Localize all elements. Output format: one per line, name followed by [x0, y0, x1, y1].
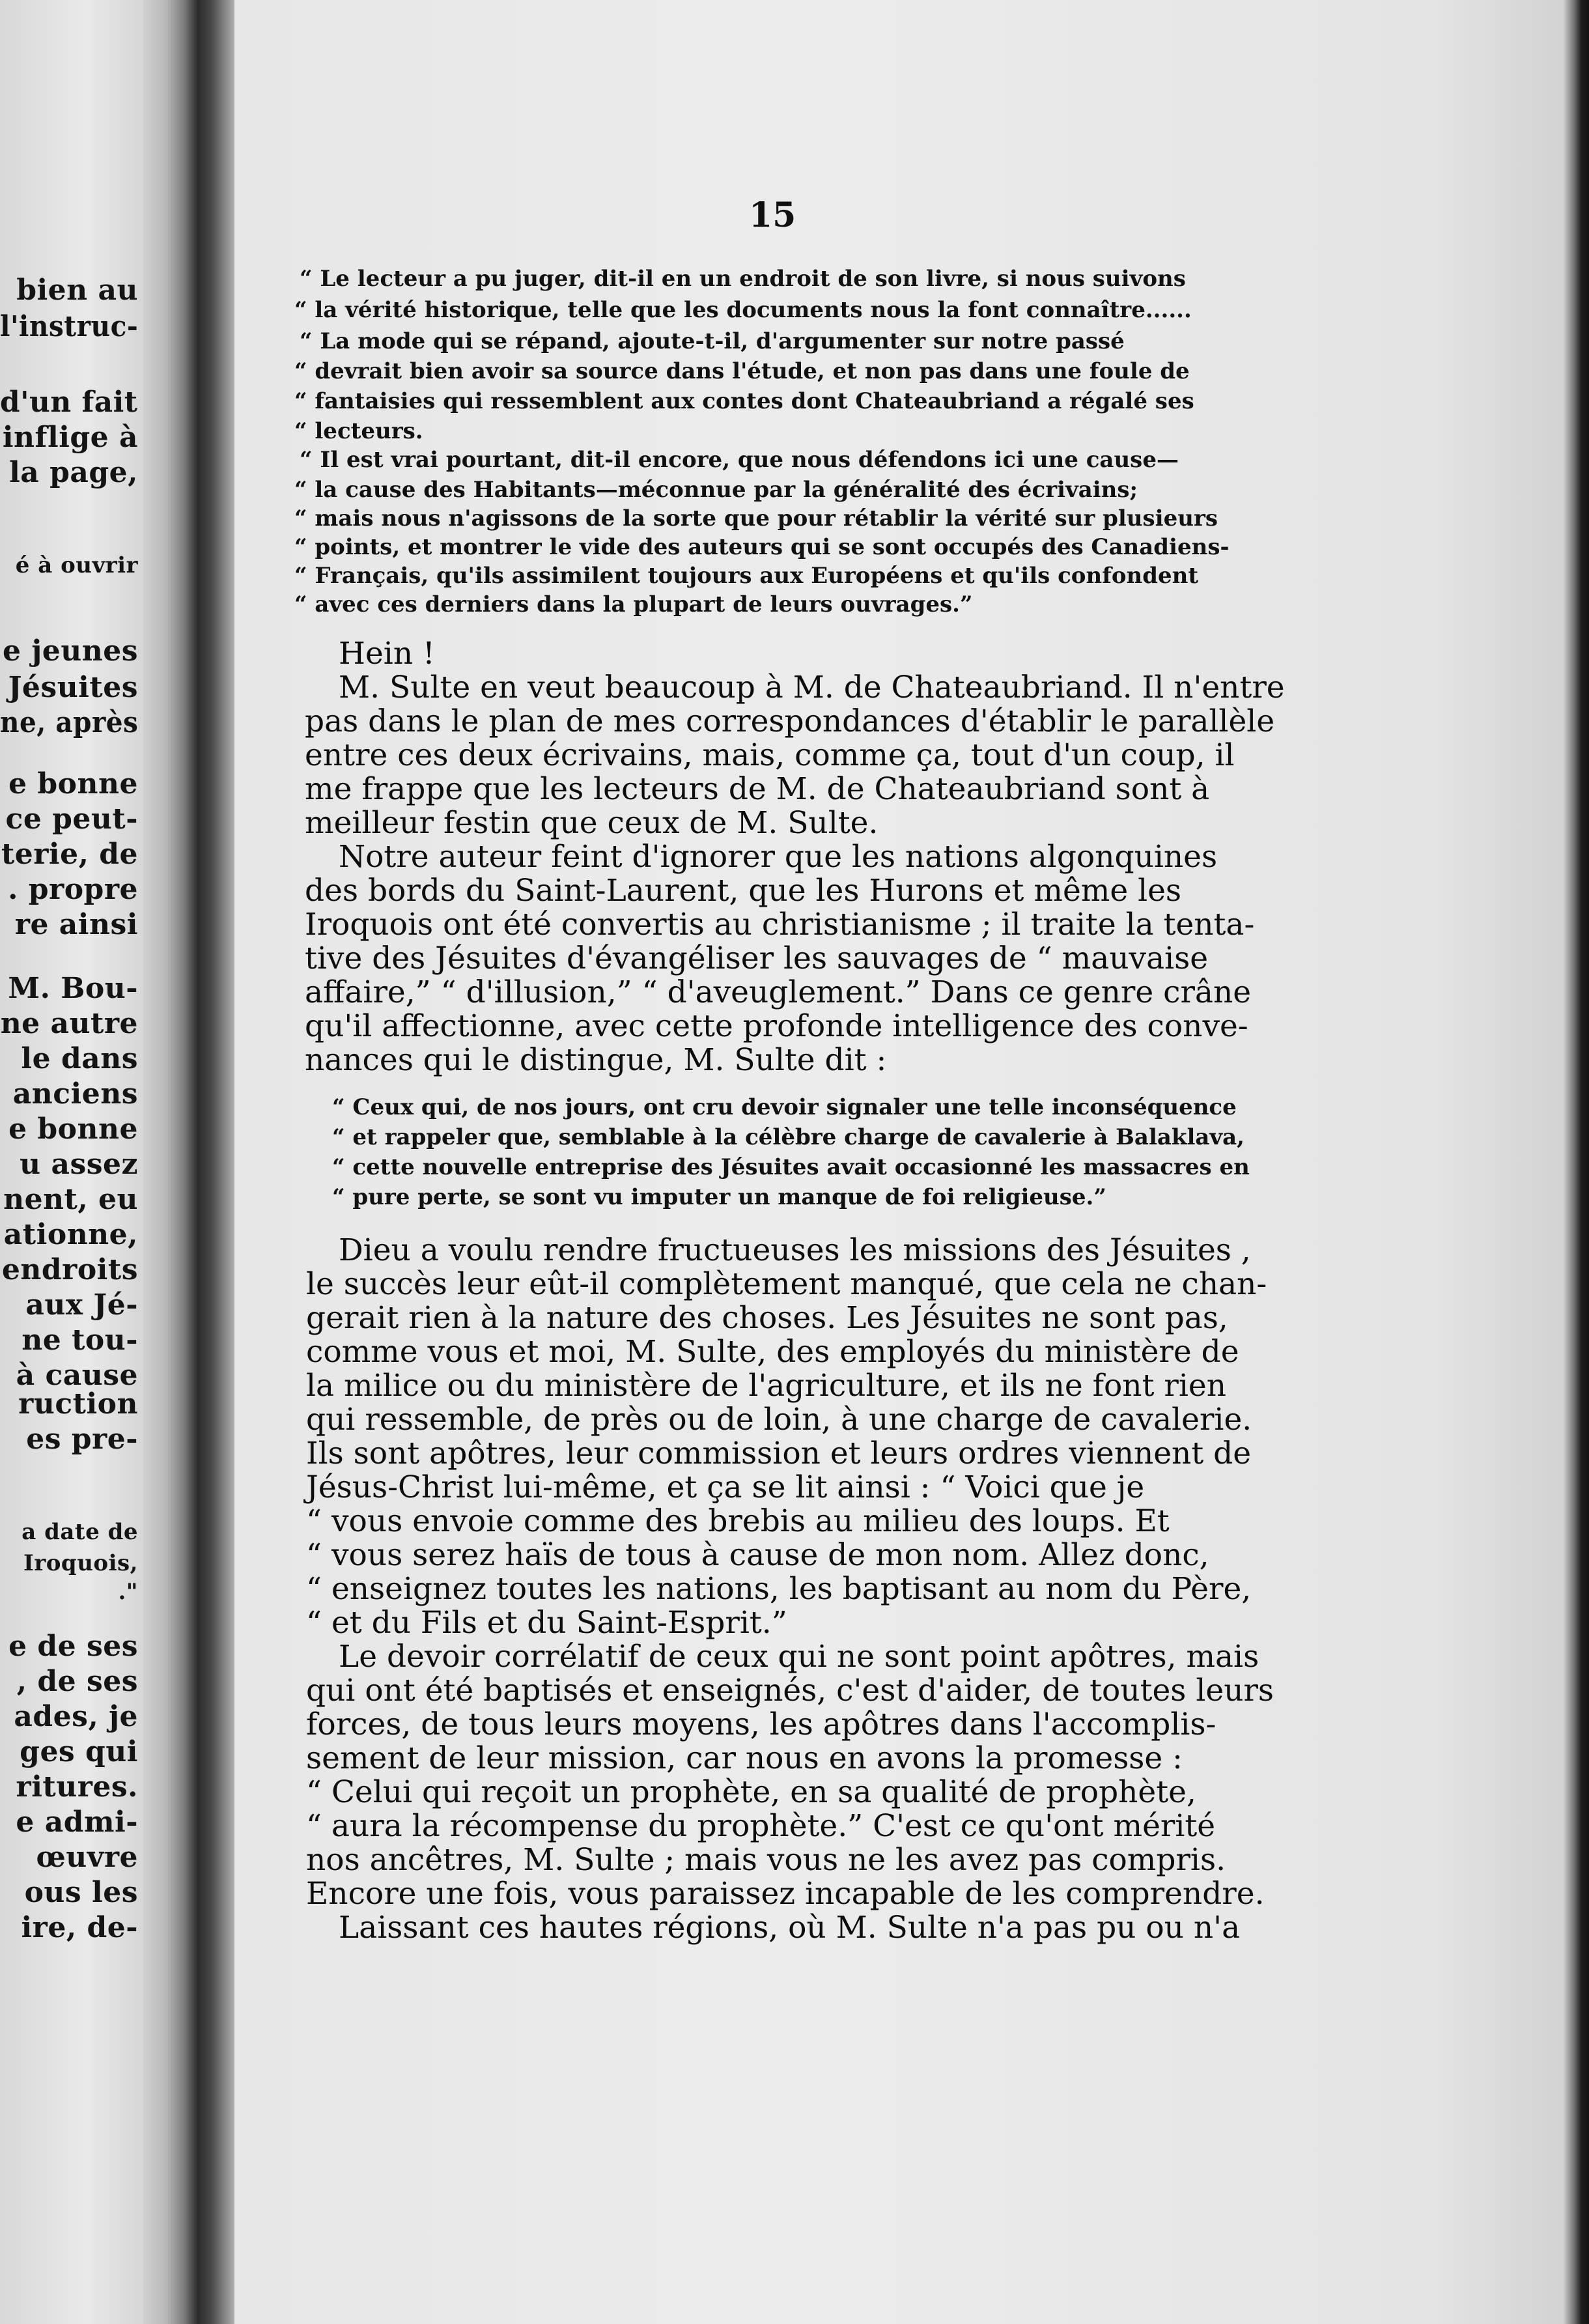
body-line: Laissant ces hautes régions, où M. Sulte n'a pas pu ou n'a — [339, 1910, 1241, 1946]
left-page-line: e bonne — [8, 767, 138, 801]
body-line: entre ces deux écrivains, mais, comme ça, tout d'un coup, il — [305, 737, 1235, 773]
body-line: la milice ou du ministère de l'agriculture, et ils ne font rien — [306, 1368, 1226, 1404]
body-line: Dieu a voulu rendre fructueuses les missions des Jésuites , — [339, 1232, 1251, 1268]
left-page-line: e admi- — [16, 1806, 138, 1839]
left-page-line: ritures. — [16, 1770, 138, 1804]
left-page-line: aux Jé- — [25, 1288, 138, 1322]
left-page-line: , de ses — [16, 1665, 138, 1698]
quote-line: “ la cause des Habitants—méconnue par la généralité des écrivains; — [294, 477, 1138, 503]
left-page-fragment — [0, 0, 143, 2324]
body-line: qui ressemble, de près ou de loin, à une charge de cavalerie. — [306, 1402, 1252, 1438]
body-line: sement de leur mission, car nous en avons la promesse : — [306, 1740, 1183, 1776]
body-line: “ aura la récompense du prophète.” C'est ce qu'ont mérité — [306, 1808, 1216, 1844]
left-page-line: le dans — [21, 1042, 138, 1075]
body-line: Le devoir corrélatif de ceux qui ne sont point apôtres, mais — [339, 1639, 1259, 1675]
body-line: “ et du Fils et du Saint-Esprit.” — [306, 1605, 787, 1641]
left-page-line: terie, de — [1, 838, 138, 871]
quote-line: “ lecteurs. — [294, 418, 423, 444]
left-page-line: ce peut- — [5, 802, 138, 836]
quote-line: “ devrait bien avoir sa source dans l'étude, et non pas dans une foule de — [294, 358, 1190, 384]
page-number: 15 — [749, 195, 796, 235]
left-page-line: ous les — [24, 1876, 138, 1909]
body-line: qu'il affectionne, avec cette profonde intelligence des conve- — [305, 1008, 1248, 1044]
left-page-line: ne autre — [0, 1007, 138, 1040]
book-gutter — [143, 0, 234, 2324]
quote-line: “ Ceux qui, de nos jours, ont cru devoir signaler une telle inconséquence — [332, 1094, 1237, 1120]
left-page-line: e jeunes — [3, 634, 138, 668]
body-line: Encore une fois, vous paraissez incapable de les comprendre. — [306, 1876, 1265, 1912]
quote-line: “ pure perte, se sont vu imputer un manque de foi religieuse.” — [332, 1184, 1106, 1210]
left-page-line: inflige à — [2, 421, 138, 454]
left-page-line: e de ses — [8, 1630, 138, 1663]
left-page-line: anciens — [12, 1077, 138, 1111]
body-line: Jésus-Christ lui-même, et ça se lit ainsi : “ Voici que je — [306, 1469, 1145, 1505]
body-line: pas dans le plan de mes correspondances d'établir le parallèle — [305, 703, 1275, 739]
left-page-line: la page, — [9, 456, 138, 489]
left-page-line: d'un fait — [0, 386, 138, 419]
quote-line: “ Il est vrai pourtant, dit-il encore, que nous défendons ici une cause— — [300, 447, 1179, 473]
left-page-line: ." — [118, 1579, 138, 1605]
left-page-line: œuvre — [36, 1841, 138, 1874]
quote-line: “ Français, qu'ils assimilent toujours aux Européens et qu'ils confondent — [294, 563, 1199, 589]
body-line: “ vous serez haïs de tous à cause de mon nom. Allez donc, — [306, 1537, 1209, 1573]
body-line: qui ont été baptisés et enseignés, c'est d'aider, de toutes leurs — [306, 1673, 1274, 1708]
body-line: Iroquois ont été convertis au christianisme ; il traite la tenta- — [305, 907, 1255, 942]
body-line: “ Celui qui reçoit un prophète, en sa qualité de prophète, — [306, 1774, 1196, 1810]
left-page-line: endroits — [1, 1253, 138, 1286]
body-line: nos ancêtres, M. Sulte ; mais vous ne les avez pas compris. — [306, 1842, 1226, 1878]
right-page-edge — [1563, 0, 1589, 2324]
body-line: meilleur festin que ceux de M. Sulte. — [305, 805, 879, 841]
body-line: le succès leur eût-il complètement manqué, que cela ne chan- — [306, 1266, 1267, 1302]
quote-line: “ avec ces derniers dans la plupart de leurs ouvrages.” — [294, 591, 973, 617]
left-page-line: Iroquois, — [23, 1550, 138, 1576]
left-page-line: ges qui — [20, 1735, 138, 1768]
body-line: “ enseignez toutes les nations, les baptisant au nom du Père, — [306, 1571, 1252, 1607]
left-page-line: à cause — [16, 1359, 138, 1392]
left-page-line: ationne, — [3, 1218, 138, 1251]
body-line: gerait rien à la nature des choses. Les Jésuites ne sont pas, — [306, 1300, 1228, 1336]
quote-line: “ fantaisies qui ressemblent aux contes dont Chateaubriand a régalé ses — [294, 388, 1194, 414]
left-page-line: é à ouvrir — [15, 552, 138, 578]
quote-line: “ mais nous n'agissons de la sorte que pour rétablir la vérité sur plusieurs — [294, 505, 1218, 531]
body-line: Ils sont apôtres, leur commission et leurs ordres viennent de — [306, 1436, 1252, 1471]
left-page-line: l'instruc- — [0, 310, 138, 343]
quote-line: “ La mode qui se répand, ajoute-t-il, d'argumenter sur notre passé — [300, 328, 1125, 354]
body-line: forces, de tous leurs moyens, les apôtres dans l'accomplis- — [306, 1707, 1216, 1742]
body-line: “ vous envoie comme des brebis au milieu des loups. Et — [306, 1503, 1170, 1539]
left-page-line: Jésuites — [8, 671, 138, 704]
body-line: Notre auteur feint d'ignorer que les nations algonquines — [339, 839, 1218, 875]
body-line: des bords du Saint-Laurent, que les Hurons et même les — [305, 873, 1182, 909]
left-page-line: a date de — [21, 1519, 138, 1545]
left-page-line: es pre- — [26, 1423, 138, 1456]
body-line: nances qui le distingue, M. Sulte dit : — [305, 1042, 887, 1078]
quote-line: “ cette nouvelle entreprise des Jésuites avait occasionné les massacres en — [332, 1154, 1250, 1180]
quote-line: “ Le lecteur a pu juger, dit-il en un endroit de son livre, si nous suivons — [300, 266, 1186, 292]
left-page-line: e bonne — [8, 1112, 138, 1146]
left-page-line: M. Bou- — [8, 972, 138, 1005]
left-page-line: re ainsi — [14, 908, 138, 941]
left-page-line: u assez — [20, 1148, 138, 1181]
body-line: me frappe que les lecteurs de M. de Chateaubriand sont à — [305, 771, 1210, 807]
left-page-line: . propre — [8, 873, 138, 906]
left-page-line: nent, eu — [3, 1183, 138, 1216]
left-page-line: ne, après — [0, 706, 138, 739]
left-page-line: ruction — [18, 1387, 138, 1421]
left-page-line: ire, de- — [21, 1911, 138, 1944]
quote-line: “ la vérité historique, telle que les documents nous la font connaître...... — [294, 297, 1192, 323]
body-line: Hein ! — [339, 636, 435, 672]
quote-line: “ et rappeler que, semblable à la célèbre charge de cavalerie à Balaklava, — [332, 1124, 1245, 1150]
left-page-line: ades, je — [14, 1700, 138, 1733]
main-page — [234, 0, 1563, 2324]
body-line: tive des Jésuites d'évangéliser les sauvages de “ mauvaise — [305, 941, 1209, 976]
left-page-line: ne tou- — [21, 1324, 138, 1357]
body-line: M. Sulte en veut beaucoup à M. de Chateaubriand. Il n'entre — [339, 670, 1285, 705]
left-page-line: bien au — [16, 274, 138, 307]
quote-line: “ points, et montrer le vide des auteurs qui se sont occupés des Canadiens- — [294, 534, 1230, 560]
body-line: affaire,” “ d'illusion,” “ d'aveuglement.” Dans ce genre crâne — [305, 974, 1252, 1010]
body-line: comme vous et moi, M. Sulte, des employés du ministère de — [306, 1334, 1239, 1370]
